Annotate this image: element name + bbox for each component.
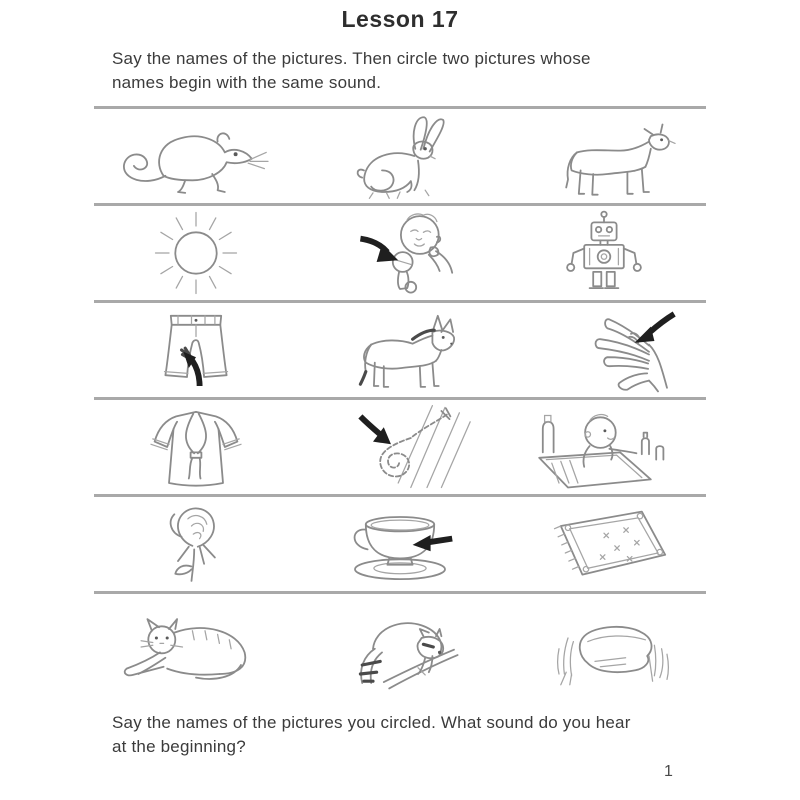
instructions-top: Say the names of the pictures. Then circle two pictures whose names begin with the same sound. xyxy=(112,49,591,93)
rock-picture[interactable] xyxy=(502,594,706,699)
rat-picture[interactable] xyxy=(94,109,298,203)
picture-row-1 xyxy=(94,106,706,203)
raccoon-picture[interactable] xyxy=(298,594,502,699)
rose-icon xyxy=(98,499,294,589)
rip-pants-icon xyxy=(98,305,294,395)
rabbit-picture[interactable] xyxy=(298,109,502,203)
ring-picture[interactable] xyxy=(502,303,706,397)
picture-row-5 xyxy=(94,494,706,591)
rim-picture[interactable] xyxy=(298,497,502,591)
rattle-baby-icon xyxy=(302,208,498,298)
rock-icon xyxy=(506,602,702,692)
picture-row-6 xyxy=(94,591,706,699)
baby-in-sink-icon xyxy=(506,402,702,492)
rug-icon xyxy=(506,499,702,589)
robe-picture[interactable] xyxy=(94,400,298,494)
donkey-picture[interactable] xyxy=(298,303,502,397)
cat-picture[interactable] xyxy=(94,594,298,699)
cat-icon xyxy=(98,602,294,692)
cow-picture[interactable] xyxy=(502,109,706,203)
robot-icon xyxy=(506,208,702,298)
donkey-icon xyxy=(302,305,498,395)
instructions-bottom: Say the names of the pictures you circled. What sound do you hear at the beginning? xyxy=(112,713,631,757)
picture-row-2 xyxy=(94,203,706,300)
picture-grid xyxy=(94,106,706,699)
baby-washing-picture[interactable] xyxy=(502,400,706,494)
cup-rim-icon xyxy=(302,499,498,589)
rope-icon xyxy=(302,402,498,492)
raccoon-icon xyxy=(302,602,498,692)
page-number: 1 xyxy=(664,763,673,780)
rattle-picture[interactable] xyxy=(298,206,502,300)
picture-row-4 xyxy=(94,397,706,494)
rope-picture[interactable] xyxy=(298,400,502,494)
rabbit-icon xyxy=(302,111,498,201)
rug-picture[interactable] xyxy=(502,497,706,591)
page-title: Lesson 17 xyxy=(341,6,459,32)
rose-picture[interactable] xyxy=(94,497,298,591)
robot-picture[interactable] xyxy=(502,206,706,300)
rip-picture[interactable] xyxy=(94,303,298,397)
rat-icon xyxy=(98,111,294,201)
sun-icon xyxy=(98,208,294,298)
ring-hand-icon xyxy=(506,305,702,395)
cow-icon xyxy=(506,111,702,201)
picture-row-3 xyxy=(94,300,706,397)
sun-picture[interactable] xyxy=(94,206,298,300)
robe-icon xyxy=(98,402,294,492)
